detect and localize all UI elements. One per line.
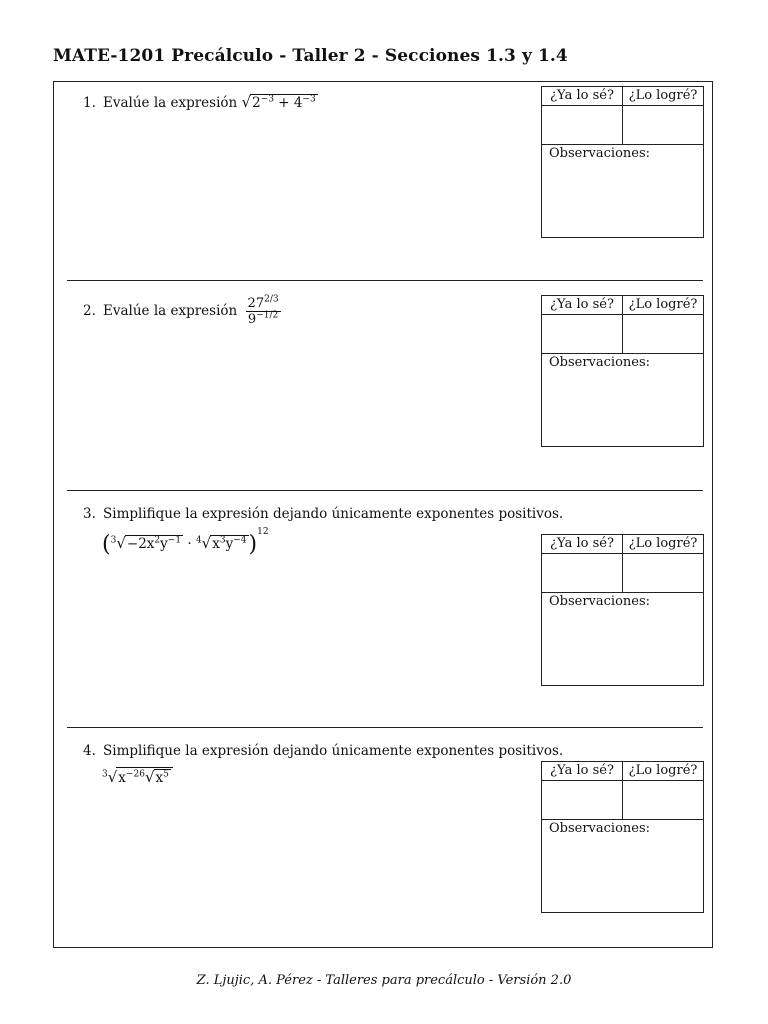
- worksheet-frame: [53, 81, 713, 948]
- lo-logre-checkbox[interactable]: [622, 781, 703, 819]
- lo-logre-header: ¿Lo logré?: [622, 296, 703, 314]
- problem-2-expression: $\frac{27^{2/3}}{9^{-1/2}}$: [247, 294, 279, 327]
- ya-lo-se-checkbox[interactable]: [542, 315, 622, 353]
- problem-number: 1.: [83, 95, 96, 111]
- check-table-1: [541, 86, 704, 238]
- check-table-4: [541, 761, 704, 913]
- lo-logre-checkbox[interactable]: [622, 106, 703, 144]
- problem-text: Evalúe la expresión: [103, 95, 238, 111]
- page-title: MATE-1201 Precálculo - Taller 2 - Secciones 1.3 y 1.4: [53, 46, 568, 66]
- ya-lo-se-header: ¿Ya lo sé?: [550, 297, 614, 312]
- problem-4-prompt: [83, 743, 563, 759]
- check-table-2: [541, 295, 704, 447]
- ya-lo-se-checkbox[interactable]: [542, 106, 622, 144]
- observations-field[interactable]: Observaciones:: [549, 355, 651, 370]
- problem-1-prompt: [83, 93, 318, 111]
- section-divider: [67, 280, 703, 281]
- lo-logre-header: ¿Lo logré?: [622, 87, 703, 105]
- ya-lo-se-header: ¿Ya lo sé?: [550, 763, 614, 778]
- problem-4-expression: $^3√x^{-26}√x^5$: [102, 767, 173, 786]
- section-divider: [67, 490, 703, 491]
- problem-2-prompt: [83, 296, 281, 327]
- problem-1-expression: $√2^{-3} + 4^{-3}$: [241, 93, 316, 111]
- lo-logre-checkbox[interactable]: [622, 315, 703, 353]
- ya-lo-se-header: ¿Ya lo sé?: [550, 88, 614, 103]
- observations-field[interactable]: Observaciones:: [549, 821, 651, 836]
- observations-field[interactable]: Observaciones:: [549, 594, 651, 609]
- lo-logre-header: ¿Lo logré?: [622, 535, 703, 553]
- lo-logre-header: ¿Lo logré?: [622, 762, 703, 780]
- problem-3-prompt: [83, 506, 563, 522]
- problem-number: 4.: [83, 743, 96, 759]
- page-footer: Z. Ljujic, A. Pérez - Talleres para precálculo - Versión 2.0: [196, 973, 572, 988]
- ya-lo-se-header: ¿Ya lo sé?: [550, 536, 614, 551]
- observations-field[interactable]: Observaciones:: [549, 146, 651, 161]
- problem-text: Simplifique la expresión dejando únicamente exponentes positivos.: [103, 506, 564, 522]
- check-table-3: [541, 534, 704, 686]
- ya-lo-se-checkbox[interactable]: [542, 554, 622, 592]
- problem-3-expression: $(^3√-2x^2y^{-1} \cdot ^4√x^3y^{-4})^{12}$: [102, 527, 269, 557]
- lo-logre-checkbox[interactable]: [622, 554, 703, 592]
- ya-lo-se-checkbox[interactable]: [542, 781, 622, 819]
- problem-number: 2.: [83, 303, 96, 319]
- problem-number: 3.: [83, 506, 96, 522]
- problem-text: Simplifique la expresión dejando únicamente exponentes positivos.: [103, 743, 564, 759]
- section-divider: [67, 727, 703, 728]
- problem-text: Evalúe la expresión: [103, 303, 238, 319]
